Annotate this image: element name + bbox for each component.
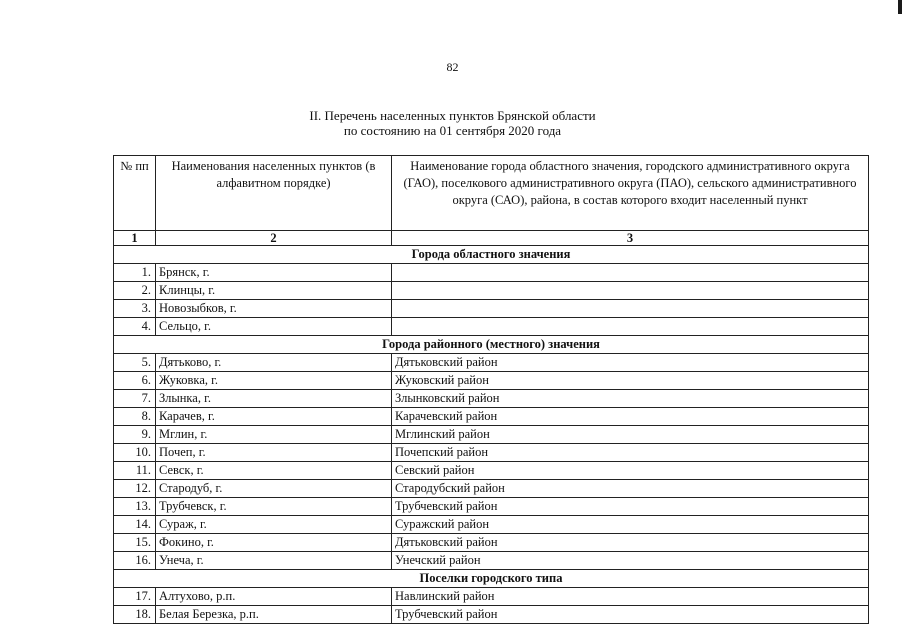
settlement-name: Дятьково, г. xyxy=(156,354,392,372)
district-name: Унечский район xyxy=(392,552,869,570)
table-row xyxy=(114,516,869,534)
settlement-name: Клинцы, г. xyxy=(156,282,392,300)
table-row xyxy=(114,390,869,408)
settlement-name: Унеча, г. xyxy=(156,552,392,570)
section-title: Города районного (местного) значения xyxy=(114,336,869,354)
row-number: 17. xyxy=(114,588,156,606)
district-name xyxy=(392,282,869,300)
district-name: Дятьковский район xyxy=(392,534,869,552)
header-district: Наименование города областного значения, городского административного округа (ГАО), поселкового административного округа (ПАО), сельского административного округа (САО), района, в состав которого входит населенный пункт xyxy=(392,156,869,231)
row-number: 18. xyxy=(114,606,156,624)
table-row xyxy=(114,462,869,480)
table-header-row xyxy=(114,156,869,231)
row-number: 3. xyxy=(114,300,156,318)
settlement-name: Карачев, г. xyxy=(156,408,392,426)
table-row xyxy=(114,354,869,372)
row-number: 16. xyxy=(114,552,156,570)
settlement-name: Алтухово, р.п. xyxy=(156,588,392,606)
settlement-name: Севск, г. xyxy=(156,462,392,480)
heading-line-2: по состоянию на 01 сентября 2020 года xyxy=(343,123,562,138)
settlement-name: Новозыбков, г. xyxy=(156,300,392,318)
column-number: 1 xyxy=(114,231,156,246)
settlement-name: Злынка, г. xyxy=(156,390,392,408)
header-number: № пп xyxy=(114,156,156,231)
row-number: 5. xyxy=(114,354,156,372)
table-row xyxy=(114,444,869,462)
row-number: 12. xyxy=(114,480,156,498)
settlement-name: Жуковка, г. xyxy=(156,372,392,390)
table-row xyxy=(114,300,869,318)
section-header-row xyxy=(114,246,869,264)
table-row xyxy=(114,264,869,282)
page-number: 82 xyxy=(446,60,459,74)
district-name: Суражский район xyxy=(392,516,869,534)
district-name: Трубчевский район xyxy=(392,606,869,624)
table-row xyxy=(114,534,869,552)
section-title: Поселки городского типа xyxy=(114,570,869,588)
row-number: 9. xyxy=(114,426,156,444)
document-heading xyxy=(0,108,905,138)
district-name: Жуковский район xyxy=(392,372,869,390)
settlement-name: Сельцо, г. xyxy=(156,318,392,336)
district-name: Трубчевский район xyxy=(392,498,869,516)
district-name: Мглинский район xyxy=(392,426,869,444)
table-row xyxy=(114,318,869,336)
table-row xyxy=(114,588,869,606)
settlement-name: Белая Березка, р.п. xyxy=(156,606,392,624)
settlements-table xyxy=(113,155,869,624)
row-number: 10. xyxy=(114,444,156,462)
district-name: Злынковский район xyxy=(392,390,869,408)
heading-line-1: II. Перечень населенных пунктов Брянской области xyxy=(309,108,596,123)
district-name: Дятьковский район xyxy=(392,354,869,372)
table-row xyxy=(114,498,869,516)
table-row xyxy=(114,408,869,426)
table-row xyxy=(114,282,869,300)
row-number: 4. xyxy=(114,318,156,336)
district-name xyxy=(392,264,869,282)
table-row xyxy=(114,552,869,570)
section-title: Города областного значения xyxy=(114,246,869,264)
row-number: 1. xyxy=(114,264,156,282)
section-header-row xyxy=(114,336,869,354)
section-header-row xyxy=(114,570,869,588)
column-number: 3 xyxy=(392,231,869,246)
table-row xyxy=(114,480,869,498)
row-number: 15. xyxy=(114,534,156,552)
row-number: 7. xyxy=(114,390,156,408)
table-row xyxy=(114,606,869,624)
row-number: 8. xyxy=(114,408,156,426)
column-number: 2 xyxy=(156,231,392,246)
settlement-name: Мглин, г. xyxy=(156,426,392,444)
settlements-table-body xyxy=(114,156,869,624)
table-row xyxy=(114,426,869,444)
settlement-name: Фокино, г. xyxy=(156,534,392,552)
settlement-name: Почеп, г. xyxy=(156,444,392,462)
settlement-name: Брянск, г. xyxy=(156,264,392,282)
scan-edge-mark xyxy=(898,0,902,14)
column-number-row xyxy=(114,231,869,246)
row-number: 11. xyxy=(114,462,156,480)
district-name: Стародубский район xyxy=(392,480,869,498)
district-name: Карачевский район xyxy=(392,408,869,426)
header-settlement-name: Наименования населенных пунктов (в алфавитном порядке) xyxy=(156,156,392,231)
district-name: Навлинский район xyxy=(392,588,869,606)
row-number: 13. xyxy=(114,498,156,516)
district-name xyxy=(392,318,869,336)
settlement-name: Стародуб, г. xyxy=(156,480,392,498)
row-number: 6. xyxy=(114,372,156,390)
district-name: Почепский район xyxy=(392,444,869,462)
row-number: 2. xyxy=(114,282,156,300)
settlement-name: Сураж, г. xyxy=(156,516,392,534)
district-name: Севский район xyxy=(392,462,869,480)
district-name xyxy=(392,300,869,318)
settlement-name: Трубчевск, г. xyxy=(156,498,392,516)
table-row xyxy=(114,372,869,390)
row-number: 14. xyxy=(114,516,156,534)
